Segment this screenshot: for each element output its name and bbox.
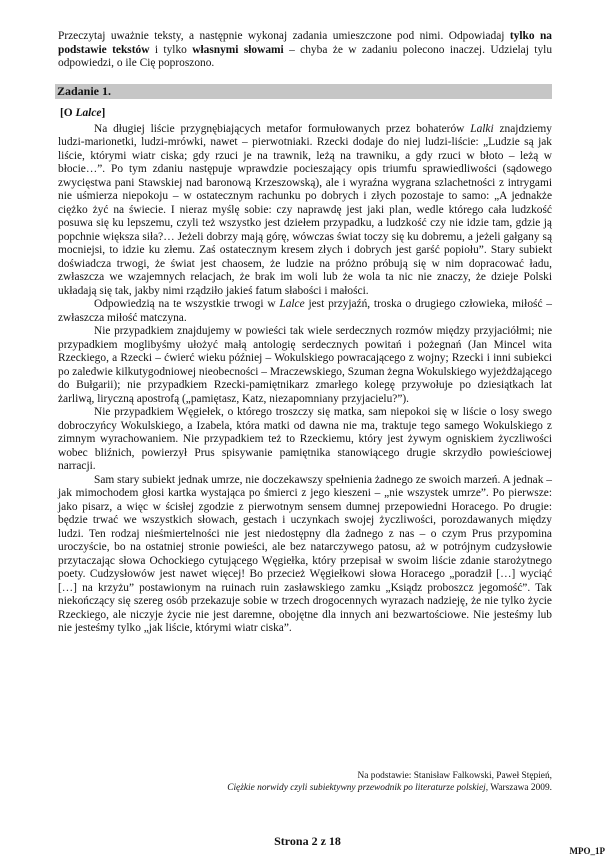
instr-text-3: – chyba że w zadaniu polecono inaczej. Udzielaj tylu odpowiedzi, o ile Cię poproszono. bbox=[58, 43, 553, 69]
source-book-title: Ciężkie norwidy czyli subiektywny przewodnik po literaturze polskiej, bbox=[227, 783, 489, 793]
article-title bbox=[60, 107, 552, 121]
instr-text-2: i tylko bbox=[149, 43, 193, 56]
instr-bold-2: własnymi słowami bbox=[192, 43, 284, 56]
instructions bbox=[58, 30, 552, 71]
p2-text-b: jest przyjaźń, troska o drugiego człowieka, miłość – zwłaszcza miłość matczyna. bbox=[58, 298, 552, 324]
p1-text-b: znajdziemy ludzi-marionetki, ludzi-mrówki, nawet – pierwotniaki. Rzecki dodaje do niej ludzi-liście: „Ludzie są jak liście, którymi wiatr ciska; gdy rzuci je na trawnik, leżą na trawniku, a gdy rzuci w błoto – leżą w błocie…”. Po tym zdaniu następuje wprawdzie pocieszający opis triumfu sprawiedliwości (sądowego zwycięstwa pani Stawskiej nad baronową Krzeszowską), ale i wyraźna wygrana szlachetności z intrygami nie uśmierza niepokoju – w ostatecznym rachunku po dobrych i złych pozostaje to samo: „A jednakże ciężko żyć na świecie. I nieraz myślę sobie: czy naprawdę jest jaki plan, wedle którego cała ludzkość posuwa się ku lepszemu, czyli też wszystko jest dziełem przypadku, a ludzkość czy nie idzie tam, gdzie ją popchnie większa siła?… Jeżeli dobrzy mają górę, wówczas świat toczy się ku dobremu, a jeżeli gałgany są mocniejsi, to idzie ku złemu. Zaś ostatecznym kresem złych i dobrych jest garść popiołu”. Stary subiekt doświadcza trwogi, że świat jest chaosem, że ludzie na próżno próbują się w nim dopracować ładu, zwłaszcza we wzajemnych relacjach, że brak im woli lub że wola ta nic nie znaczy, że dzieje Polski układają się tak, jakby nimi rządziło jakieś fatum słabości i małości. bbox=[58, 122, 552, 297]
article-title-open: [O bbox=[60, 107, 76, 119]
source-line-2 bbox=[227, 782, 552, 794]
paragraph-5: Sam stary subiekt jednak umrze, nie doczekawszy spełnienia żadnego ze swoich marzeń. A jednak – jak mimochodem głosi kartka wystająca po śmierci z jego kieszeni – „nie wszystek umrze”. Po pierwsze: jako pisarz, a więc w ścisłej zgodzie z pierwotnym sensem dumnej przepowiedni Horacego. Po drugie: będzie trwać we wszystkich słowach, gestach i uczynkach swojej życzliwości, porozdawanych między ludzi. Ten rodzaj nieśmiertelności nie jest niedostępny dla żadnego z nas – o czym Prus przypomina uroczyście, bo na ostatniej stronie powieści, ale bez natarczywego patosu, aż w potrójnym cudzysłowie przytaczając słowa Ochockiego cytującego Węgiełka, który przepisał w swoim liście zdanie starożytnego poety. Cudzysłowów jest nawet więcej! Bo przecież Węgiełkowi słowa Horacego „poradził […] wyciąć […] na krzyżu” postawionym na ruinach ruin zasławskiego zamku „Ksiądz proboszcz jegomość”. Tak niekończący się szereg osób przekazuje sobie w trzech drogocennych wyrazach nadzieję, że nie tylko życie Rzeckiego, ale niczyje życie nie jest daremne, obojętne dla innych ani bezwartościowe. Nie jesteśmy lub nie jesteśmy tylko „jak liście, którymi wiatr ciska”. bbox=[58, 473, 552, 634]
article-title-close: ] bbox=[101, 107, 106, 119]
instr-bold-1: tylko na podstawie tekstów bbox=[58, 30, 552, 56]
p2-italic: Lalce bbox=[279, 298, 305, 310]
paragraph-2 bbox=[58, 298, 552, 325]
source-line-1: Na podstawie: Stanisław Falkowski, Paweł Stępień, bbox=[357, 771, 552, 781]
exam-code: MPO_1P bbox=[569, 846, 605, 856]
p1-text-a: Na długiej liście przygnębiających metafor formułowanych przez bohaterów bbox=[94, 122, 471, 135]
paragraph-4: Nie przypadkiem Węgiełek, o którego troszczy się matka, sam niepokoi się w liście o losy swego dobroczyńcy Wokulskiego, a Izabela, która matki od dawna nie ma, traktuje tego samego Wokulskiego z zimnym wyrachowaniem. Nie przypadkiem też to Rzeckiemu, który jest żywym ogniskiem życzliwości wobec bliźnich, powierzył Prus spisywanie pamiętnika stanowiącego drugie skrzydło powieściowej narracji. bbox=[58, 406, 552, 472]
article bbox=[58, 107, 552, 636]
instr-text-1: Przeczytaj uważnie teksty, a następnie wykonaj zadania umieszczone pod nimi. Odpowiadaj bbox=[58, 30, 510, 42]
source-publisher: Warszawa 2009. bbox=[488, 783, 552, 793]
p2-text-a: Odpowiedzią na te wszystkie trwogi w bbox=[94, 298, 280, 310]
paragraph-1 bbox=[58, 123, 552, 299]
p1-italic: Lalki bbox=[470, 122, 494, 135]
task-header: Zadanie 1. bbox=[57, 84, 112, 98]
task-header-bar bbox=[55, 84, 552, 99]
page-number: Strona 2 z 18 bbox=[274, 834, 341, 848]
paragraph-3: Nie przypadkiem znajdujemy w powieści tak wiele serdecznych rozmów między przyjaciółmi; nie przypadkiem moglibyśmy ułożyć małą antologię serdecznych powitań i pożegnań (Jan Mincel wita Rzeckiego, a Rzecki – ćwierć wieku później – Wokulskiego powracającego z wojny; Rzecki i inni subiekci po zaledwie kilkutygodniowej nieobecności – Mraczewskiego, Szuman żegna Wokulskiego wyjeżdżającego do Bułgarii); nie przypadkiem Rzecki-pamiętnikarz zmarłego kolegę przywołuje po dziesiątkach lat żarliwą, liryczną apostrofą („pamiętasz, Katz, niezapomniany przyjacielu?”). bbox=[58, 325, 552, 405]
article-title-italic: Lalce bbox=[75, 107, 102, 119]
source-citation bbox=[227, 770, 552, 794]
